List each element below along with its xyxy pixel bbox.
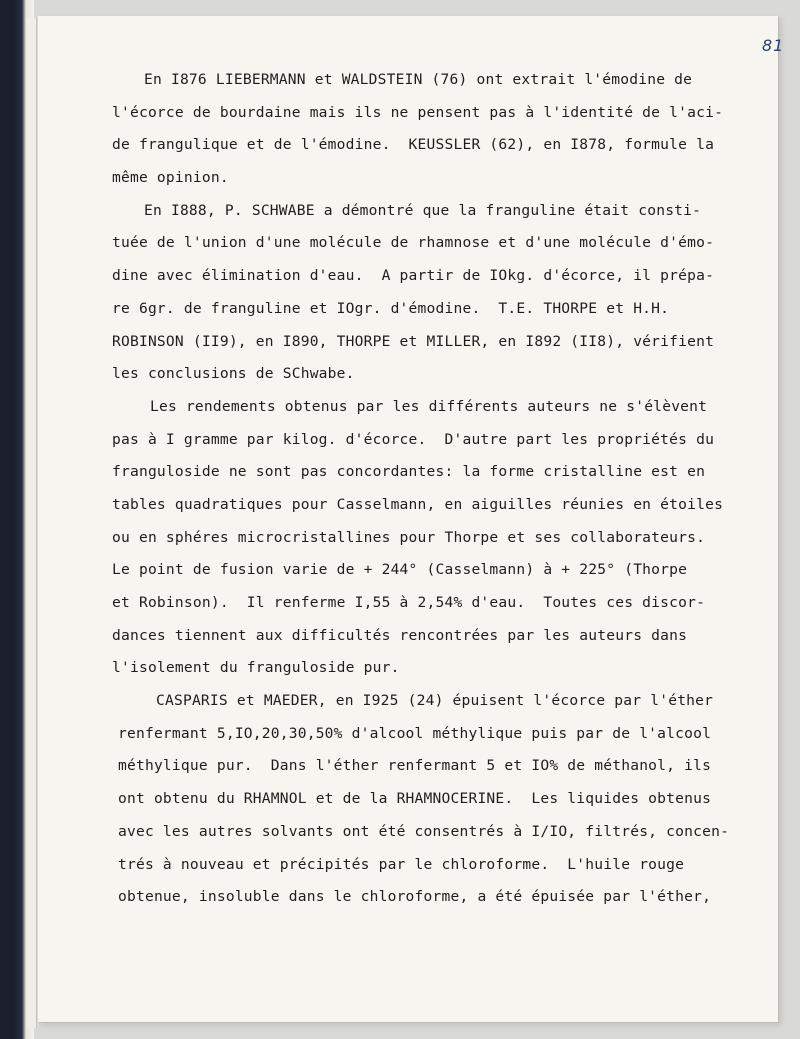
text-line: obtenue, insoluble dans le chloroforme, a été épuisée par l'éther, (118, 888, 712, 906)
text-line: franguloside ne sont pas concordantes: la forme cristalline est en (112, 463, 706, 481)
text-line: les conclusions de SChwabe. (112, 365, 355, 383)
text-line: ou en sphéres microcristallines pour Thorpe et ses collaborateurs. (112, 528, 706, 546)
text-line: même opinion. (112, 169, 229, 187)
text-line: trés à nouveau et précipités par le chloroforme. L'huile rouge (118, 855, 685, 873)
text-line: Les rendements obtenus par les différents auteurs ne s'élèvent (150, 397, 708, 415)
text-line: dine avec élimination d'eau. A partir de IOkg. d'écorce, il prépa- (112, 267, 715, 285)
text-line: tables quadratiques pour Casselmann, en aiguilles réunies en étoiles (112, 495, 724, 513)
text-line: dances tiennent aux difficultés rencontrées par les auteurs dans (112, 626, 688, 644)
text-line: l'isolement du franguloside pur. (112, 659, 400, 677)
text-line: CASPARIS et MAEDER, en I925 (24) épuisent l'écorce par l'éther (156, 692, 714, 710)
text-line: En I876 LIEBERMANN et WALDSTEIN (76) ont extrait l'émodine de (144, 71, 693, 88)
text-line: tuée de l'union d'une molécule de rhamnose et d'une molécule d'émo- (112, 234, 715, 252)
text-line: Le point de fusion varie de + 244° (Casselmann) à + 225° (Thorpe (112, 561, 688, 579)
text-line: ROBINSON (II9), en I890, THORPE et MILLER, en I892 (II8), vérifient (112, 332, 715, 350)
text-line: renfermant 5,IO,20,30,50% d'alcool méthylique puis par de l'alcool (118, 724, 712, 742)
text-line: l'écorce de bourdaine mais ils ne pensent pas à l'identité de l'aci- (112, 103, 724, 121)
text-line: ont obtenu du RHAMNOL et de la RHAMNOCERINE. Les liquides obtenus (118, 790, 712, 808)
text-line: et Robinson). Il renferme I,55 à 2,54% d'eau. Toutes ces discor- (112, 594, 706, 611)
page-number: 81 (762, 36, 785, 55)
text-line: avec les autres solvants ont été consentrés à I/IO, filtrés, concen- (118, 822, 730, 840)
text-line: re 6gr. de franguline et IOgr. d'émodine. T.E. THORPE et H.H. (112, 299, 670, 317)
text-line: En I888, P. SCHWABE a démontré que la franguline était consti- (144, 201, 702, 219)
text-line: de frangulique et de l'émodine. KEUSSLER (62), en I878, formule la (112, 136, 715, 154)
text-line: pas à I gramme par kilog. d'écorce. D'autre part les propriétés du (112, 430, 715, 448)
facing-page-edge (26, 18, 37, 1028)
text-line: méthylique pur. Dans l'éther renfermant 5 et IO% de méthanol, ils (118, 757, 712, 775)
body-text (106, 64, 772, 914)
